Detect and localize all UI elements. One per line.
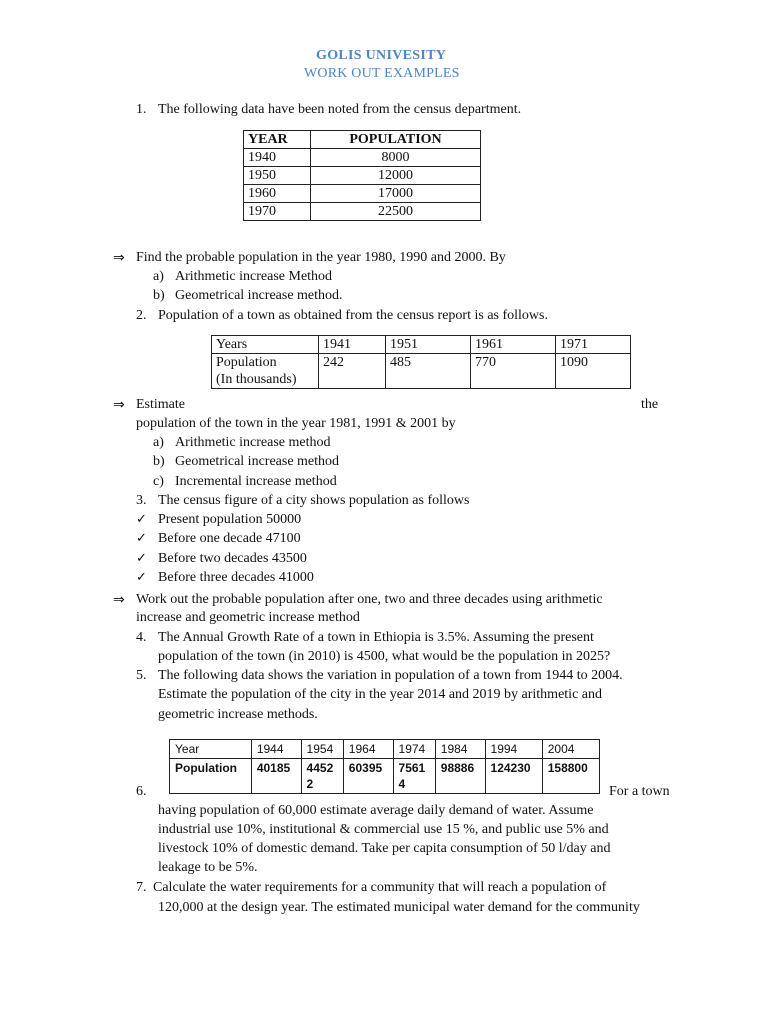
table-row	[170, 759, 600, 794]
table-cell: Population	[170, 759, 252, 794]
row-label: Population	[216, 355, 277, 370]
q2-number: 2.	[136, 308, 147, 323]
table-row	[244, 185, 481, 203]
q1-prompt: Find the probable population in the year 1980, 1990 and 2000. By	[136, 250, 506, 265]
table-row	[244, 203, 481, 221]
arrow-right-icon: ⇒	[113, 592, 125, 608]
q2-prompt-start: Estimate	[136, 397, 185, 412]
q3-prompt: Work out the probable population after one, two and three decades using arithmetic	[136, 592, 603, 607]
list-item: Before three decades 41000	[158, 570, 314, 585]
table-cell: 1961	[471, 336, 556, 354]
table-cell: 485	[386, 354, 471, 389]
table-cell: 124230	[485, 759, 542, 794]
checkmark-icon: ✓	[136, 531, 147, 546]
q5-number: 5.	[136, 668, 147, 683]
table-cell: 98886	[435, 759, 485, 794]
option-label: a)	[153, 435, 164, 450]
table-cell: 1960	[244, 185, 311, 203]
table-cell: Years	[212, 336, 319, 354]
census-table-1	[243, 130, 481, 221]
table-cell: 1964	[343, 740, 393, 759]
arrow-right-icon: ⇒	[113, 397, 125, 413]
table-cell: 1994	[485, 740, 542, 759]
q7-text-line2: 120,000 at the design year. The estimated municipal water demand for the community	[158, 900, 640, 915]
table-row	[212, 354, 631, 389]
q3-text: The census figure of a city shows population as follows	[158, 493, 470, 508]
q2-prompt-line2: population of the town in the year 1981, 1991 & 2001 by	[136, 416, 456, 431]
table-cell: 1951	[386, 336, 471, 354]
census-table-2	[211, 335, 631, 389]
q6-text-line3: livestock 10% of domestic demand. Take per capita consumption of 50 l/day and	[158, 841, 611, 856]
table-cell: 1971	[556, 336, 631, 354]
cell-line-wrap: 4	[398, 777, 406, 791]
checkmark-icon: ✓	[136, 570, 147, 585]
list-item: Present population 50000	[158, 512, 302, 527]
table-row	[212, 336, 631, 354]
q5-text-line2: Estimate the population of the city in the year 2014 and 2019 by arithmetic and	[158, 687, 602, 702]
table-cell: 1950	[244, 167, 311, 185]
q5-text: The following data shows the variation in population of a town from 1944 to 2004.	[158, 668, 623, 683]
table-cell: 1941	[319, 336, 386, 354]
table-cell	[212, 354, 319, 389]
q6-text-line4: leakage to be 5%.	[158, 860, 258, 875]
table-cell: 1944	[251, 740, 301, 759]
option-text: Geometrical increase method	[175, 454, 340, 469]
table-cell	[301, 759, 343, 794]
q7-text: Calculate the water requirements for a community that will reach a population of	[153, 880, 607, 895]
university-title: GOLIS UNIVESITY	[316, 48, 447, 63]
table-cell: 1940	[244, 149, 311, 167]
q4-text: The Annual Growth Rate of a town in Ethiopia is 3.5%. Assuming the present	[158, 630, 594, 645]
q5-text-line3: geometric increase methods.	[158, 707, 318, 722]
q4-text-line2: population of the town (in 2010) is 4500, what would be the population in 2025?	[158, 649, 611, 664]
table-row	[244, 149, 481, 167]
page-title: WORK OUT EXAMPLES	[304, 66, 460, 81]
table-cell: 770	[471, 354, 556, 389]
table-row	[244, 167, 481, 185]
cell-line: 7561	[398, 761, 426, 775]
table-header-row	[244, 131, 481, 149]
population-table-3	[169, 739, 600, 794]
table-cell: 1090	[556, 354, 631, 389]
q3-number: 3.	[136, 493, 147, 508]
option-text: Geometrical increase method.	[175, 288, 343, 303]
table-cell: 1974	[393, 740, 435, 759]
q6-text: having population of 60,000 estimate average daily demand of water. Assume	[158, 803, 594, 818]
table-cell: 1984	[435, 740, 485, 759]
checkmark-icon: ✓	[136, 512, 147, 527]
table-cell: 40185	[251, 759, 301, 794]
q1-number: 1.	[136, 102, 147, 117]
table-cell: 1954	[301, 740, 343, 759]
option-text: Arithmetic increase Method	[175, 269, 333, 284]
cell-line-wrap: 2	[306, 777, 314, 791]
q7-number: 7.	[136, 880, 147, 895]
table-cell: 242	[319, 354, 386, 389]
q6-text-start: For a town	[609, 784, 670, 799]
q6-text-line2: industrial use 10%, institutional & commercial use 15 %, and public use 5% and	[158, 822, 609, 837]
cell-line: 4452	[306, 761, 334, 775]
table-cell: 60395	[343, 759, 393, 794]
table-cell: Year	[170, 740, 252, 759]
q4-number: 4.	[136, 630, 147, 645]
table-cell: 1970	[244, 203, 311, 221]
option-label: c)	[153, 474, 164, 489]
table-cell: 17000	[311, 185, 481, 203]
list-item: Before two decades 43500	[158, 551, 307, 566]
arrow-right-icon: ⇒	[113, 250, 125, 266]
table-row	[170, 740, 600, 759]
row-label-unit: (In thousands)	[216, 372, 297, 387]
q2-text: Population of a town as obtained from the census report is as follows.	[158, 308, 548, 323]
list-item: Before one decade 47100	[158, 531, 301, 546]
q6-number: 6.	[136, 784, 147, 799]
option-label: b)	[153, 288, 165, 303]
table-cell: 22500	[311, 203, 481, 221]
q1-text: The following data have been noted from the census department.	[158, 102, 522, 117]
q3-prompt-line2: increase and geometric increase method	[136, 610, 360, 625]
q2-prompt-end: the	[641, 397, 659, 412]
option-label: b)	[153, 454, 165, 469]
table-cell: 2004	[542, 740, 599, 759]
table-cell: 158800	[542, 759, 599, 794]
option-label: a)	[153, 269, 164, 284]
table-header: YEAR	[244, 131, 311, 149]
checkmark-icon: ✓	[136, 551, 147, 566]
table-header: POPULATION	[311, 131, 481, 149]
table-cell	[393, 759, 435, 794]
option-text: Incremental increase method	[175, 474, 337, 489]
option-text: Arithmetic increase method	[175, 435, 331, 450]
table-cell: 8000	[311, 149, 481, 167]
table-cell: 12000	[311, 167, 481, 185]
